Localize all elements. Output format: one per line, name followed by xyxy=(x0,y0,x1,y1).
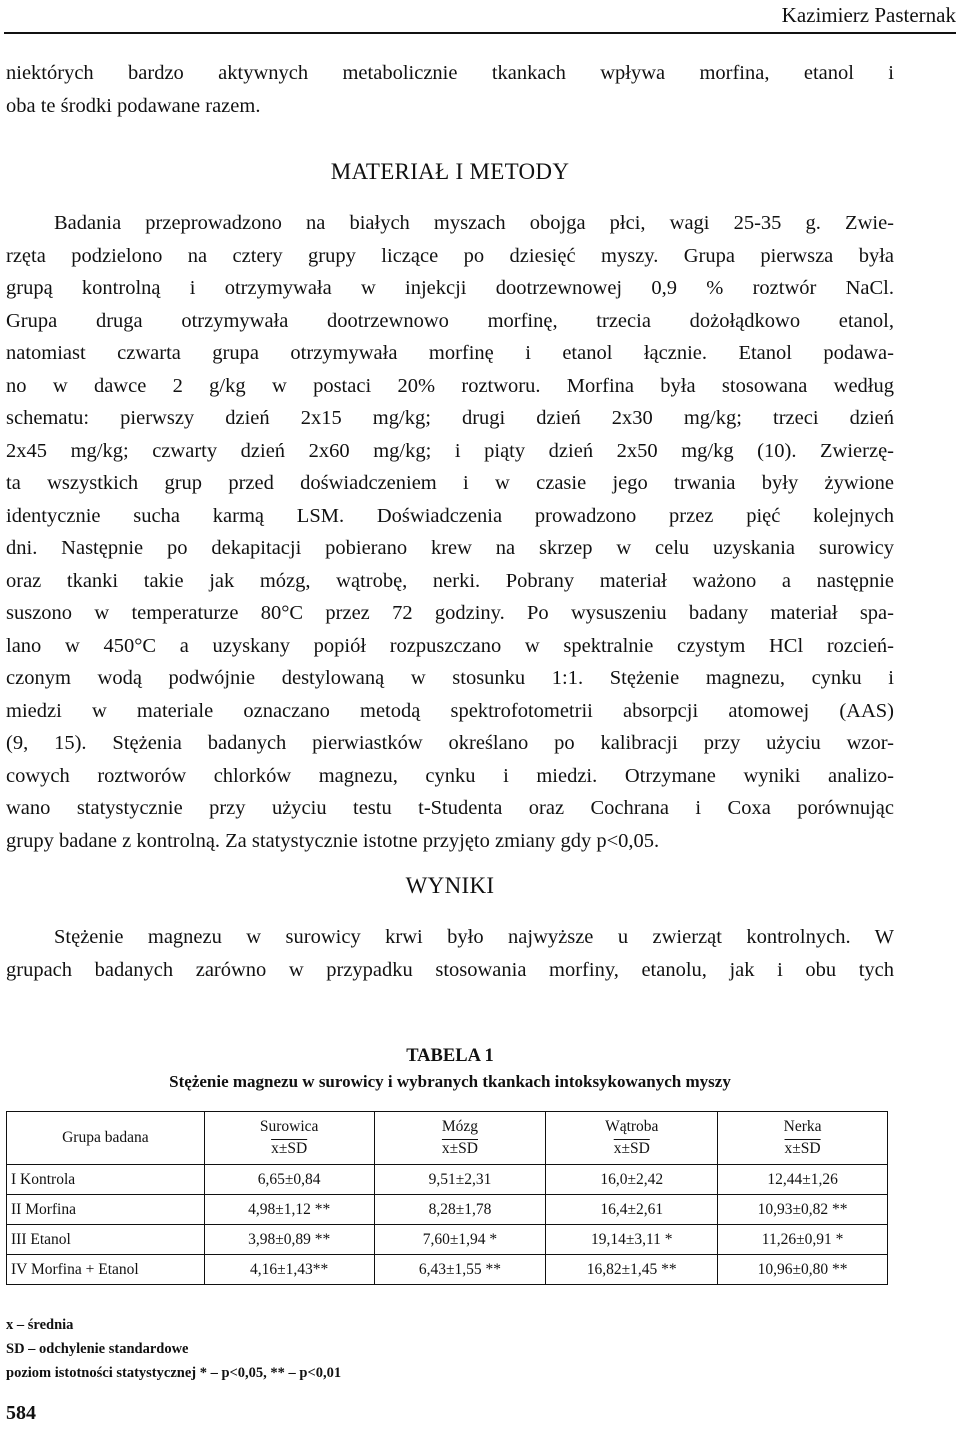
table-caption: Stężenie magnezu w surowicy i wybranych tkankach intoksykowanych myszy xyxy=(169,1072,731,1091)
table-row xyxy=(7,1165,888,1195)
note-significance: poziom istotności statystycznej * – p<0,05, ** – p<0,01 xyxy=(6,1365,342,1381)
running-head-author: Kazimierz Pasternak xyxy=(781,3,956,27)
row-group-name: II Morfina xyxy=(7,1195,205,1225)
header-divider xyxy=(4,32,956,34)
methods-line: miedzi w materiale oznaczano metodą spektrofotometrii absorpcji atomowej (AAS) xyxy=(6,699,894,722)
column-header-stat: x±SD xyxy=(271,1140,308,1157)
note-mean: x – średnia xyxy=(6,1317,74,1333)
results-paragraph xyxy=(6,921,894,986)
methods-line: (9, 15). Stężenia badanych pierwiastków określano po kalibracji przy użyciu wzor- xyxy=(6,732,894,754)
column-header-label: Mózg xyxy=(441,1118,479,1135)
table-cell: 6,65±0,84 xyxy=(204,1165,374,1195)
column-header-label: Nerka xyxy=(783,1118,822,1135)
methods-line: identycznie sucha karmą LSM. Doświadczenia prowadzono przez pięć kolejnych xyxy=(6,504,894,527)
column-header-stat: x±SD xyxy=(441,1140,478,1157)
table-cell: 4,98±1,12 ** xyxy=(204,1195,374,1225)
table-notes xyxy=(6,1313,341,1385)
table-cell: 3,98±0,89 ** xyxy=(204,1225,374,1255)
magnesium-table xyxy=(6,1111,888,1285)
column-header-stat: x±SD xyxy=(613,1140,650,1157)
table-cell: 12,44±1,26 xyxy=(718,1165,888,1195)
table-cell: 6,43±1,55 ** xyxy=(374,1255,546,1285)
results-line: grupach badanych zarówno w przypadku stosowania morfiny, etanolu, jak i obu tych xyxy=(6,958,894,981)
methods-line: grupy badane z kontrolną. Za statystycznie istotne przyjęto zmiany gdy p<0,05. xyxy=(6,829,660,852)
table-cell: 16,82±1,45 ** xyxy=(546,1255,718,1285)
methods-line: natomiast czwarta grupa otrzymywała morfinę i etanol łącznie. Etanol podawa- xyxy=(6,342,894,364)
column-header xyxy=(546,1112,718,1165)
methods-line: Grupa druga otrzymywała dootrzewnowo morfinę, trzecia dożołądkowo etanol, xyxy=(6,309,894,332)
methods-line: ta wszystkich grup przed doświadczeniem i w czasie jego trwania były żywione xyxy=(6,472,894,494)
table-cell: 16,0±2,42 xyxy=(546,1165,718,1195)
column-header-label: Wątroba xyxy=(605,1118,659,1135)
column-header xyxy=(204,1112,374,1165)
page-number: 584 xyxy=(6,1402,36,1424)
methods-line: czonym wodą podwójnie destylowaną w stosunku 1:1. Stężenie magnezu, cynku i xyxy=(6,667,894,689)
column-header-group: Grupa badana xyxy=(7,1112,205,1165)
methods-line: wano statystycznie przy użyciu testu t-Studenta oraz Cochrana i Coxa porównując xyxy=(6,797,894,819)
table-cell: 4,16±1,43** xyxy=(204,1255,374,1285)
results-line: Stężenie magnezu w surowicy krwi było najwyższe u zwierząt kontrolnych. W xyxy=(54,926,894,948)
intro-line: oba te środki podawane razem. xyxy=(6,94,261,117)
table-header-row xyxy=(7,1112,888,1165)
methods-paragraph xyxy=(6,207,894,857)
table-cell: 10,93±0,82 ** xyxy=(718,1195,888,1225)
methods-line: 2x45 mg/kg; czwarty dzień 2x60 mg/kg; i piąty dzień 2x50 mg/kg (10). Zwierzę- xyxy=(6,439,894,462)
methods-line: no w dawce 2 g/kg w postaci 20% roztworu. Morfina była stosowana według xyxy=(6,374,894,397)
methods-heading: MATERIAŁ I METODY xyxy=(330,159,570,184)
methods-line: grupą kontrolną i otrzymywała w injekcji dootrzewnowej 0,9 % roztwór NaCl. xyxy=(6,277,894,299)
table-cell: 9,51±2,31 xyxy=(374,1165,546,1195)
methods-line: schematu: pierwszy dzień 2x15 mg/kg; drugi dzień 2x30 mg/kg; trzeci dzień xyxy=(6,407,894,429)
methods-line: suszono w temperaturze 80°C przez 72 godziny. Po wysuszeniu badany materiał spa- xyxy=(6,602,894,624)
methods-line: lano w 450°C a uzyskany popiół rozpuszczano w spektralnie czystym HCl rozcień- xyxy=(6,634,894,657)
column-header xyxy=(718,1112,888,1165)
column-header xyxy=(374,1112,546,1165)
intro-paragraph xyxy=(6,57,894,122)
column-header-stat: x±SD xyxy=(784,1140,821,1157)
intro-line: niektórych bardzo aktywnych metabolicznie tkankach wpływa morfina, etanol i xyxy=(6,62,894,84)
table-cell: 16,4±2,61 xyxy=(546,1195,718,1225)
table-row xyxy=(7,1225,888,1255)
table-row xyxy=(7,1255,888,1285)
methods-line: oraz tkanki takie jak mózg, wątrobę, nerki. Pobrany materiał ważono a następnie xyxy=(6,569,894,592)
table-title: TABELA 1 xyxy=(406,1046,494,1066)
table-cell: 19,14±3,11 * xyxy=(546,1225,718,1255)
methods-line: cowych roztworów chlorków magnezu, cynku i miedzi. Otrzymane wyniki analizo- xyxy=(6,764,894,787)
note-sd: SD – odchylenie standardowe xyxy=(6,1341,189,1357)
table-cell: 8,28±1,78 xyxy=(374,1195,546,1225)
row-group-name: I Kontrola xyxy=(7,1165,205,1195)
table-row xyxy=(7,1195,888,1225)
methods-line: dni. Następnie po dekapitacji pobierano krew na skrzep w celu uzyskania surowicy xyxy=(6,537,894,559)
results-heading: WYNIKI xyxy=(405,873,495,898)
column-header-label: Surowica xyxy=(259,1118,319,1135)
methods-line: Badania przeprowadzono na białych myszach obojga płci, wagi 25-35 g. Zwie- xyxy=(54,212,894,234)
table-cell: 7,60±1,94 * xyxy=(374,1225,546,1255)
methods-line: rzęta podzielono na cztery grupy liczące po dziesięć myszy. Grupa pierwsza była xyxy=(6,244,894,267)
row-group-name: III Etanol xyxy=(7,1225,205,1255)
table-cell: 11,26±0,91 * xyxy=(718,1225,888,1255)
table-cell: 10,96±0,80 ** xyxy=(718,1255,888,1285)
row-group-name: IV Morfina + Etanol xyxy=(7,1255,205,1285)
